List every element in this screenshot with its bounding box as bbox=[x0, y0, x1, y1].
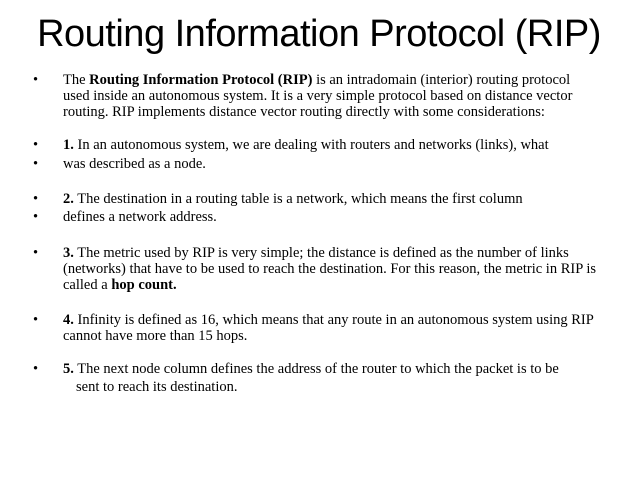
bullet-marker: • bbox=[33, 361, 39, 377]
text: is an intradomain (interior) routing protocol used inside an autonomous system. It is a very simple protocol based on distance vector routing. RIP implements distance vector routing directly with some considerations: bbox=[63, 72, 573, 120]
bullet-point-1 bbox=[63, 137, 623, 153]
bullet-marker: • bbox=[33, 245, 39, 261]
bullet-marker: • bbox=[33, 156, 39, 172]
bullet-point-5-cont: sent to reach its destination. bbox=[76, 379, 238, 395]
text: The destination in a routing table is a network, which means the first column bbox=[73, 191, 523, 207]
bullet-point-4 bbox=[63, 312, 608, 344]
point-number: 1. bbox=[63, 137, 74, 153]
text: The bbox=[63, 72, 90, 88]
bullet-marker: • bbox=[33, 209, 39, 225]
rip-term: Routing Information Protocol (RIP) bbox=[89, 72, 313, 88]
hop-count-term: hop count. bbox=[111, 277, 177, 293]
text: In an autonomous system, we are dealing with routers and networks (links), what bbox=[73, 137, 549, 153]
point-number: 5. bbox=[63, 361, 74, 377]
bullet-rip-intro bbox=[63, 72, 598, 120]
point-number: 3. bbox=[63, 245, 74, 261]
bullet-point-5 bbox=[63, 361, 623, 377]
bullet-marker: • bbox=[33, 137, 39, 153]
text: Infinity is defined as 16, which means that any route in an autonomous system using RIP cannot have more than 15 hops. bbox=[63, 312, 594, 344]
bullet-marker: • bbox=[33, 312, 39, 328]
bullet-point-2-cont: defines a network address. bbox=[63, 209, 217, 225]
slide-title: Routing Information Protocol (RIP) bbox=[37, 13, 601, 55]
text: The metric used by RIP is very simple; the distance is defined as the number of links (networks) that have to be used to reach the destination. For this reason, the metric in RIP is called a bbox=[63, 245, 597, 293]
text: The next node column defines the address of the router to which the packet is to be bbox=[73, 361, 559, 377]
point-number: 4. bbox=[63, 312, 74, 328]
point-number: 2. bbox=[63, 191, 74, 207]
bullet-point-1-cont: was described as a node. bbox=[63, 156, 206, 172]
bullet-point-2 bbox=[63, 191, 623, 207]
bullet-marker: • bbox=[33, 72, 39, 88]
bullet-point-3 bbox=[63, 245, 603, 293]
bullet-marker: • bbox=[33, 191, 39, 207]
